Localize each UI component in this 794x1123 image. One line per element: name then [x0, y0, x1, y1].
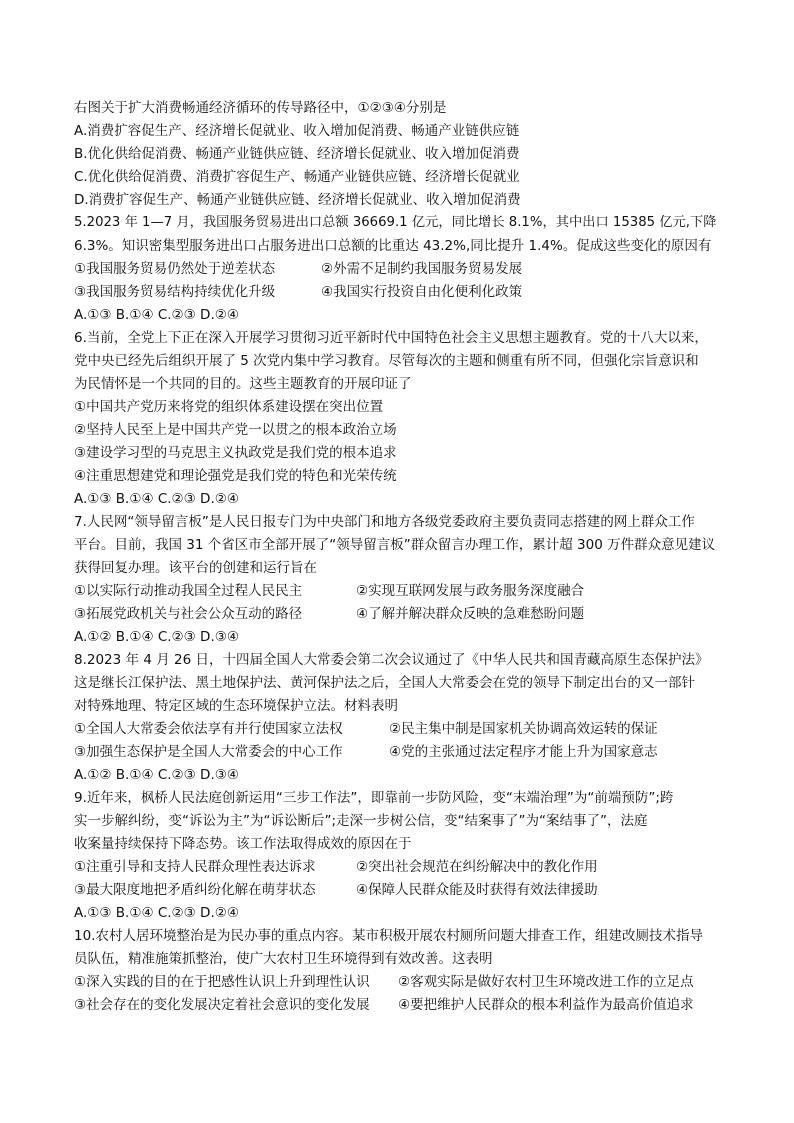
- q6-item-3: ③建设学习型的马克思主义执政党是我们党的根本追求: [74, 445, 397, 461]
- q5-item-3: ③我国服务贸易结构持续优化升级: [74, 284, 276, 300]
- q7-stem-line2: 平台。目前，我国 31 个省区市全部开展了“领导留言板”群众留言办理工作，累计超 300 万件群众意见建议: [74, 537, 716, 553]
- q5-stem-line1: 5.2023 年 1—7 月，我国服务贸易进出口总额 36669.1 亿元，同比增长 8.1%，其中出口 15385 亿元,下降: [74, 215, 717, 230]
- q8-item-4: ④党的主张通过法定程序才能上升为国家意志: [389, 744, 658, 760]
- q6-answers: A.①③ B.①④ C.②③ D.②④: [74, 491, 239, 507]
- q6-item-2: ②坚持人民至上是中国共产党一以贯之的根本政治立场: [74, 422, 397, 438]
- q5-answers: A.①③ B.①④ C.②③ D.②④: [74, 307, 239, 323]
- q10-item-3: ③社会存在的变化发展决定着社会意识的变化发展: [74, 997, 370, 1013]
- q9-item-4: ④保障人民群众能及时获得有效法律援助: [356, 882, 598, 898]
- q6-item-4: ④注重思想建党和理论强党是我们党的特色和光荣传统: [74, 468, 397, 484]
- q5-item-4: ④我国实行投资自由化便利化政策: [321, 284, 523, 300]
- q6-item-1: ①中国共产党历来将党的组织体系建设摆在突出位置: [74, 399, 384, 415]
- q7-item-1: ①以实际行动推动我国全过程人民民主: [74, 583, 303, 599]
- q4-option-c: C.优化供给促消费、消费扩容促生产、畅通产业链供应链、经济增长促就业: [74, 169, 520, 185]
- q7-item-3: ③拓展党政机关与社会公众互动的路径: [74, 606, 303, 622]
- q4-option-b: B.优化供给促消费、畅通产业链供应链、经济增长促就业、收入增加促消费: [74, 146, 520, 162]
- q9-answers: A.①③ B.①④ C.②③ D.②④: [74, 905, 239, 921]
- q8-answers: A.①② B.①④ C.②③ D.③④: [74, 767, 239, 783]
- q9-item-1: ①注重引导和支持人民群众理性表达诉求: [74, 859, 316, 875]
- q7-item-4: ④了解并解决群众反映的急难愁盼问题: [356, 606, 585, 622]
- q10-item-4: ④要把维护人民群众的根本利益作为最高价值追求: [398, 997, 694, 1013]
- q8-stem-line1: 8.2023 年 4 月 26 日，十四届全国人大常委会第二次会议通过了《中华人民共和国青藏高原生态保护法》: [74, 652, 709, 668]
- q10-item-1: ①深入实践的目的在于把感性认识上升到理性认识: [74, 974, 370, 990]
- q6-stem-line2: 党中央已经先后组织开展了 5 次党内集中学习教育。尽管每次的主题和侧重有所不同，但强化宗旨意识和: [74, 353, 699, 369]
- q5-stem-line2: 6.3%。知识密集型服务进出口占服务进出口总额的比重达 43.2%,同比提升 1.4%。促成这些变化的原因有: [74, 238, 712, 254]
- q6-stem-line3: 为民情怀是一个共同的目的。这些主题教育的开展印证了: [74, 376, 412, 392]
- q10-stem-line1: 10.农村人居环境整治是为民办事的重点内容。某市积极开展农村厕所问题大排查工作，组建改厕技术指导: [74, 928, 703, 944]
- q10-item-2: ②客观实际是做好农村卫生环境改进工作的立足点: [398, 974, 694, 990]
- q9-stem-line3: 收案量持续保持下降态势。该工作法取得成效的原因在于: [74, 836, 412, 852]
- q9-stem-line2: 实一步解纠纷，变“诉讼为主”为“诉讼断后”;走深一步树公信，变“结案事了”为“案结事了”，法庭: [74, 813, 648, 829]
- q7-stem-line1: 7.人民网“领导留言板”是人民日报专门为中央部门和地方各级党委政府主要负责同志搭建的网上群众工作: [74, 514, 695, 530]
- q4-option-a: A.消费扩容促生产、经济增长促就业、收入增加促消费、畅通产业链供应链: [74, 123, 520, 139]
- q7-answers: A.①② B.①④ C.②③ D.③④: [74, 629, 239, 645]
- q8-item-3: ③加强生态保护是全国人大常委会的中心工作: [74, 744, 343, 760]
- q9-item-2: ②突出社会规范在纠纷解决中的教化作用: [356, 859, 598, 875]
- q9-item-3: ③最大限度地把矛盾纠纷化解在萌芽状态: [74, 882, 316, 898]
- q4-stem: 右图关于扩大消费畅通经济循环的传导路径中，①②③④分别是: [74, 100, 447, 116]
- q5-item-2: ②外需不足制约我国服务贸易发展: [321, 261, 523, 277]
- q7-item-2: ②实现互联网发展与政务服务深度融合: [356, 583, 585, 599]
- q8-stem-line3: 对特殊地理、特定区域的生态环境保护立法。材料表明: [74, 698, 398, 714]
- q8-stem-line2: 这是继长江保护法、黑土地保护法、黄河保护法之后，全国人大常委会在党的领导下制定出台的又一部针: [74, 675, 695, 691]
- q9-stem-line1: 9.近年来，枫桥人民法庭创新运用“三步工作法”，即靠前一步防风险，变“末端治理”为“前端预防”;跨: [74, 790, 674, 806]
- q10-stem-line2: 员队伍，精准施策抓整治，使广大农村卫生环境得到有效改善。这表明: [74, 951, 493, 967]
- q8-item-1: ①全国人大常委会依法享有并行使国家立法权: [74, 721, 343, 737]
- q6-stem-line1: 6.当前，全党上下正在深入开展学习贯彻习近平新时代中国特色社会主义思想主题教育。党的十八大以来，: [74, 330, 708, 346]
- q5-item-1: ①我国服务贸易仍然处于逆差状态: [74, 261, 276, 277]
- q8-item-2: ②民主集中制是国家机关协调高效运转的保证: [389, 721, 658, 737]
- q7-stem-line3: 获得回复办理。该平台的创建和运行旨在: [74, 560, 317, 576]
- q4-option-d: D.消费扩容促生产、畅通产业链供应链、经济增长促就业、收入增加促消费: [74, 192, 521, 208]
